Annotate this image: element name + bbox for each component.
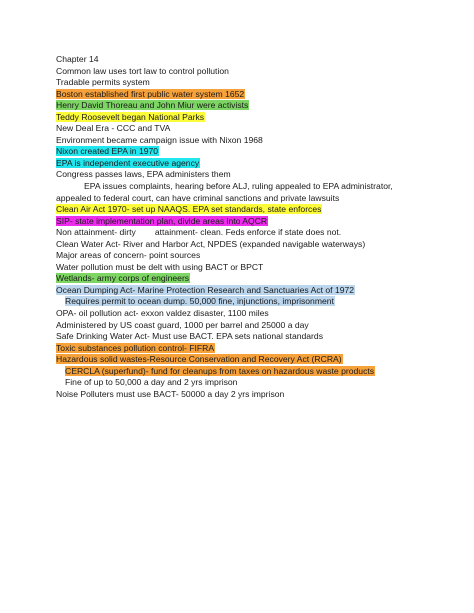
highlighted-line	[56, 112, 418, 124]
text-span: Fine of up to 50,000 a day and 2 yrs imprison	[65, 377, 238, 388]
text-span: Congress passes laws, EPA administers them	[56, 169, 231, 180]
text-line	[56, 320, 418, 332]
text-line	[56, 239, 418, 251]
text-span: EPA issues complaints, hearing before ALJ, ruling appealed to EPA administrator,	[84, 181, 393, 192]
highlight-orange: Hazardous solid wastes-Resource Conservation and Recovery Act (RCRA)	[56, 354, 342, 365]
highlighted-line	[56, 273, 418, 285]
text-line	[56, 123, 418, 135]
text-line	[56, 181, 418, 193]
highlight-magenta: SIP- state implementation plan, divide areas into AQCR	[56, 215, 268, 226]
text-line	[56, 169, 418, 181]
text-line	[56, 227, 418, 239]
text-line	[56, 135, 418, 147]
highlight-yellow: Teddy Roosevelt began National Parks	[56, 111, 205, 122]
text-span: Water pollution must be delt with using BACT or BPCT	[56, 261, 264, 272]
highlighted-line	[56, 100, 418, 112]
highlight-cyan: EPA is independent executive agency	[56, 157, 200, 168]
text-line	[56, 308, 418, 320]
text-span: Non attainment- dirty attainment- clean. Feds enforce if state does not.	[56, 227, 342, 238]
text-span: Environment became campaign issue with Nixon 1968	[56, 134, 263, 145]
text-span: Major areas of concern- point sources	[56, 250, 201, 261]
highlighted-line	[56, 204, 418, 216]
highlighted-line	[56, 354, 418, 366]
text-line	[56, 66, 418, 78]
highlight-orange: Boston established first public water system 1652	[56, 88, 245, 99]
highlight-orange: CERCLA (superfund)- fund for cleanups from taxes on hazardous waste products	[65, 365, 375, 376]
highlight-cyan: Nixon created EPA in 1970	[56, 146, 159, 157]
text-span: appealed to federal court, can have criminal sanctions and private lawsuits	[56, 192, 340, 203]
text-line: Chapter 14	[56, 54, 99, 64]
text-span: OPA- oil pollution act- exxon valdez disaster, 1100 miles	[56, 308, 269, 319]
chapter-heading	[56, 54, 418, 66]
text-line	[56, 331, 418, 343]
highlight-orange: Toxic substances pollution control- FIFRA	[56, 342, 215, 353]
text-span: Common law uses tort law to control pollution	[56, 65, 229, 76]
text-line	[56, 250, 418, 262]
text-line	[56, 193, 418, 205]
highlight-green: Wetlands- army corps of engineers	[56, 273, 190, 284]
text-span: Clean Water Act- River and Harbor Act, NPDES (expanded navigable waterways)	[56, 238, 366, 249]
highlighted-line	[56, 285, 418, 297]
highlighted-line	[56, 343, 418, 355]
text-line	[56, 262, 418, 274]
highlight-green: Henry David Thoreau and John Miur were activists	[56, 100, 249, 111]
text-line	[56, 77, 418, 89]
text-line	[56, 377, 418, 389]
highlight-blue: Ocean Dumping Act- Marine Protection Research and Sanctuaries Act of 1972	[56, 284, 355, 295]
highlighted-line	[56, 146, 418, 158]
text-span: Tradable permits system	[56, 77, 150, 88]
highlight-blue: Requires permit to ocean dump. 50,000 fine, injunctions, imprisonment	[65, 296, 334, 307]
text-line	[56, 389, 418, 401]
text-span: Safe Drinking Water Act- Must use BACT. EPA sets national standards	[56, 331, 324, 342]
highlighted-line	[56, 216, 418, 228]
text-span: New Deal Era - CCC and TVA	[56, 123, 171, 134]
highlighted-line	[56, 296, 418, 308]
document-body	[56, 54, 418, 400]
highlighted-line	[56, 366, 418, 378]
highlighted-line	[56, 89, 418, 101]
highlight-yellow: Clean Air Act 1970- set up NAAQS. EPA set standards, state enforces	[56, 204, 322, 215]
text-span: Noise Polluters must use BACT- 50000 a day 2 yrs imprison	[56, 388, 285, 399]
text-span: Administered by US coast guard, 1000 per barrel and 25000 a day	[56, 319, 309, 330]
highlighted-line	[56, 158, 418, 170]
